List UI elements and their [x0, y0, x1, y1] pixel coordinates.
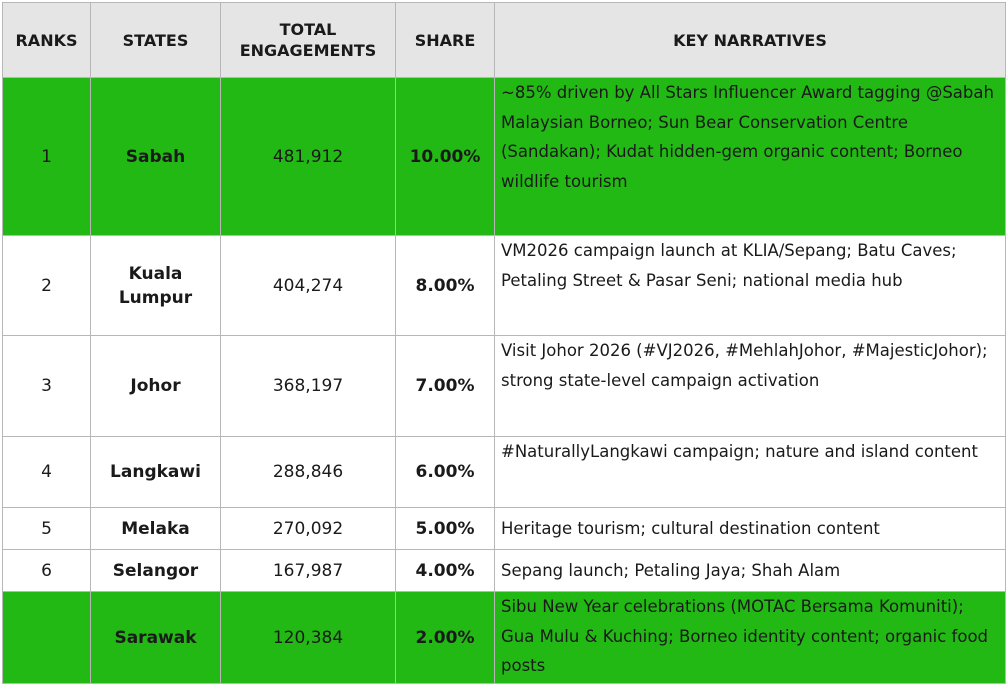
engagement-cell: 404,274: [221, 236, 396, 336]
state-cell: Melaka: [91, 508, 221, 550]
engagement-cell: 481,912: [221, 78, 396, 236]
engagement-cell: 270,092: [221, 508, 396, 550]
narratives-cell: Heritage tourism; cultural destination content: [495, 508, 1006, 550]
header-narratives: KEY NARRATIVES: [495, 3, 1006, 78]
header-engagement: TOTAL ENGAGEMENTS: [221, 3, 396, 78]
state-engagement-table: [2, 2, 1006, 684]
narratives-cell: ~85% driven by All Stars Influencer Award tagging @Sabah Malaysian Borneo; Sun Bear Conservation Centre (Sandakan); Kudat hidden-gem organic content; Borneo wildlife tourism: [495, 78, 1006, 236]
header-state: STATES: [91, 3, 221, 78]
share-cell: 10.00%: [396, 78, 495, 236]
engagement-cell: 167,987: [221, 550, 396, 592]
narratives-cell: #NaturallyLangkawi campaign; nature and island content: [495, 437, 1006, 508]
share-cell: 7.00%: [396, 336, 495, 437]
share-cell: 5.00%: [396, 508, 495, 550]
header-rank: RANKS: [3, 3, 91, 78]
table-row: [3, 236, 1006, 336]
state-cell: Langkawi: [91, 437, 221, 508]
rank-cell: [3, 592, 91, 684]
rank-cell: 2: [3, 236, 91, 336]
engagement-cell: 288,846: [221, 437, 396, 508]
rank-cell: 1: [3, 78, 91, 236]
share-cell: 2.00%: [396, 592, 495, 684]
table-row: [3, 437, 1006, 508]
share-cell: 4.00%: [396, 550, 495, 592]
state-cell: Sarawak: [91, 592, 221, 684]
rank-cell: 6: [3, 550, 91, 592]
table-row: [3, 78, 1006, 236]
table-row: [3, 550, 1006, 592]
state-cell: Johor: [91, 336, 221, 437]
table-row: [3, 592, 1006, 684]
table-row: [3, 336, 1006, 437]
state-cell: Kuala Lumpur: [91, 236, 221, 336]
narratives-cell: Sibu New Year celebrations (MOTAC Bersama Komuniti); Gua Mulu & Kuching; Borneo identity content; organic food posts: [495, 592, 1006, 684]
rank-cell: 3: [3, 336, 91, 437]
header-share: SHARE: [396, 3, 495, 78]
share-cell: 8.00%: [396, 236, 495, 336]
header-row: [3, 3, 1006, 78]
narratives-cell: VM2026 campaign launch at KLIA/Sepang; Batu Caves; Petaling Street & Pasar Seni; national media hub: [495, 236, 1006, 336]
share-cell: 6.00%: [396, 437, 495, 508]
state-cell: Selangor: [91, 550, 221, 592]
engagement-cell: 120,384: [221, 592, 396, 684]
table-row: [3, 508, 1006, 550]
engagement-cell: 368,197: [221, 336, 396, 437]
narratives-cell: Visit Johor 2026 (#VJ2026, #MehlahJohor, #MajesticJohor); strong state-level campaign activation: [495, 336, 1006, 437]
rank-cell: 4: [3, 437, 91, 508]
narratives-cell: Sepang launch; Petaling Jaya; Shah Alam: [495, 550, 1006, 592]
state-cell: Sabah: [91, 78, 221, 236]
rank-cell: 5: [3, 508, 91, 550]
